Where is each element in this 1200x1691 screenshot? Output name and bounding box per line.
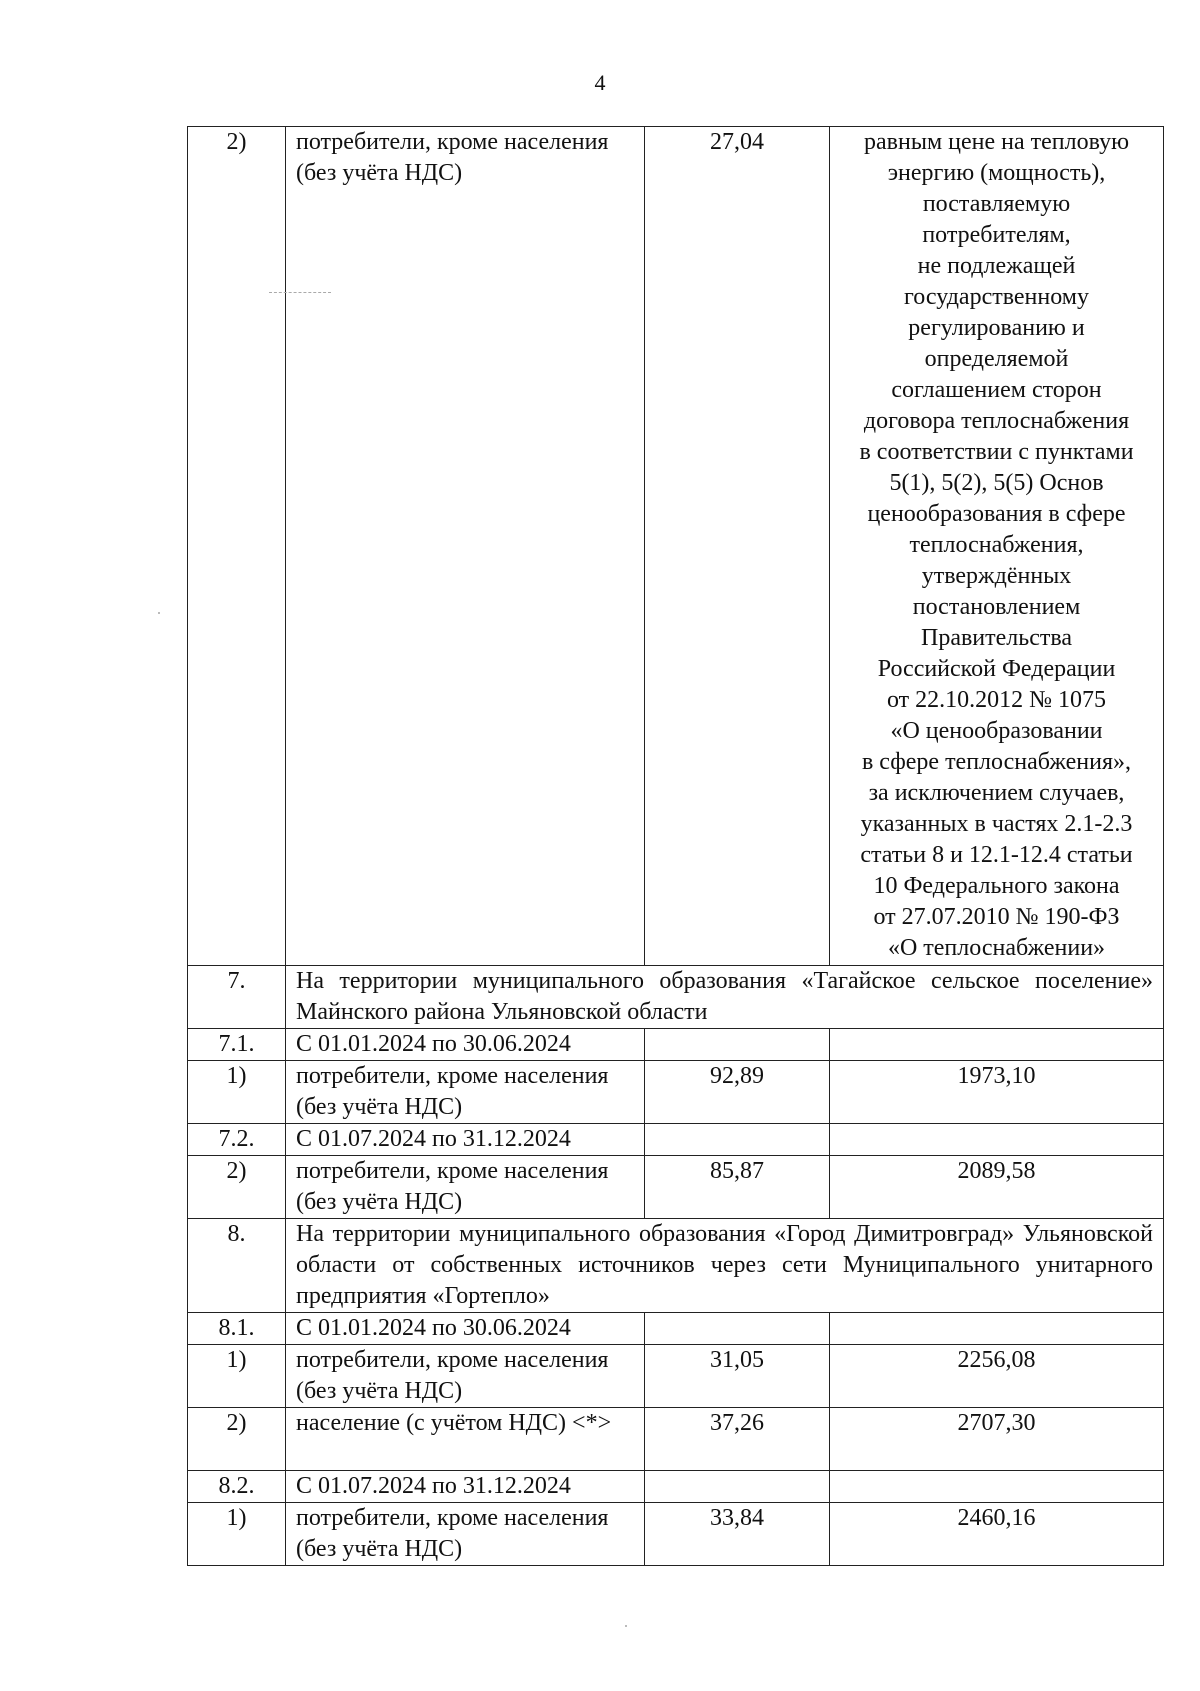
tariff-value: 92,89 [645, 1061, 830, 1124]
tariff-table [187, 126, 1164, 1566]
note-line: договора теплоснабжения [863, 408, 1130, 434]
section-number: 8. [188, 1219, 286, 1313]
note-line: «О ценообразовании [890, 718, 1103, 744]
table-row [188, 1408, 1164, 1471]
note-line: равным цене на тепловую [863, 129, 1130, 155]
empty-cell [830, 1313, 1164, 1345]
empty-cell [830, 1029, 1164, 1061]
tariff-note: 2460,16 [830, 1503, 1164, 1566]
section-row [188, 966, 1164, 1029]
period-label: С 01.01.2024 по 30.06.2024 [286, 1029, 645, 1061]
note-line: регулированию и [908, 315, 1085, 341]
note-line: за исключением случаев, [868, 780, 1125, 806]
row-number: 2) [188, 1408, 286, 1471]
note-line: энергию (мощность), [887, 160, 1106, 186]
period-label: С 01.07.2024 по 31.12.2024 [286, 1124, 645, 1156]
row-number: 2) [188, 1156, 286, 1219]
table-row [188, 1345, 1164, 1408]
tariff-note: 2256,08 [830, 1345, 1164, 1408]
period-row [188, 1471, 1164, 1503]
period-row [188, 1313, 1164, 1345]
consumer-label: потребители, кроме населения (без учёта НДС) [286, 1345, 645, 1408]
empty-cell [830, 1471, 1164, 1503]
row-number: 1) [188, 1345, 286, 1408]
table-row [188, 1503, 1164, 1566]
note-line: статьи 8 и 12.1-12.4 статьи [860, 842, 1133, 868]
tariff-value: 27,04 [645, 127, 830, 966]
note-line: в сфере теплоснабжения», [861, 749, 1132, 775]
tariff-value: 37,26 [645, 1408, 830, 1471]
note-line: «О теплоснабжении» [887, 935, 1106, 961]
period-number: 8.1. [188, 1313, 286, 1345]
note-line: поставляемую [922, 191, 1071, 217]
note-line: утверждённых [921, 563, 1072, 589]
section-row [188, 1219, 1164, 1313]
period-number: 7.1. [188, 1029, 286, 1061]
tariff-note [830, 127, 1164, 966]
row-number: 1) [188, 1061, 286, 1124]
empty-cell [830, 1124, 1164, 1156]
section-heading: На территории муниципального образования «Город Димитровград» Ульяновской области от собственных источников через сети Муниципального унитарного предприятия «Гортепло» [286, 1219, 1164, 1313]
tariff-value: 85,87 [645, 1156, 830, 1219]
consumer-label: потребители, кроме населения (без учёта НДС) [286, 1503, 645, 1566]
tariff-note: 1973,10 [830, 1061, 1164, 1124]
period-row [188, 1124, 1164, 1156]
period-number: 7.2. [188, 1124, 286, 1156]
section-number: 7. [188, 966, 286, 1029]
note-line: потребителям, [922, 222, 1071, 248]
row-number: 2) [188, 127, 286, 966]
period-label: С 01.07.2024 по 31.12.2024 [286, 1471, 645, 1503]
note-line: в соответствии с пунктами [859, 439, 1134, 465]
empty-cell [645, 1124, 830, 1156]
scan-artifact [625, 1625, 627, 1627]
consumer-label: потребители, кроме населения (без учёта НДС) [286, 1061, 645, 1124]
empty-cell [645, 1029, 830, 1061]
section-heading: На территории муниципального образования «Тагайское сельское поселение» Майнского района Ульяновской области [286, 966, 1164, 1029]
note-line: Правительства [920, 625, 1073, 651]
note-line: Российской Федерации [877, 656, 1116, 682]
scan-artifact [158, 612, 160, 614]
table-row [188, 127, 1164, 966]
empty-cell [645, 1471, 830, 1503]
empty-cell [645, 1313, 830, 1345]
note-line: теплоснабжения, [909, 532, 1084, 558]
tariff-value: 33,84 [645, 1503, 830, 1566]
tariff-note: 2089,58 [830, 1156, 1164, 1219]
consumer-label: потребители, кроме населения (без учёта НДС) [286, 127, 645, 966]
note-line: государственному [904, 284, 1089, 310]
note-line: от 22.10.2012 № 1075 [886, 687, 1107, 713]
table-row [188, 1061, 1164, 1124]
row-number: 1) [188, 1503, 286, 1566]
note-line: 10 Федерального закона [873, 873, 1120, 899]
scan-artifact [269, 292, 331, 293]
consumer-label: потребители, кроме населения (без учёта НДС) [286, 1156, 645, 1219]
note-line: указанных в частях 2.1-2.3 [860, 811, 1133, 837]
tariff-value: 31,05 [645, 1345, 830, 1408]
period-row [188, 1029, 1164, 1061]
note-line: ценообразования в сфере [867, 501, 1126, 527]
period-number: 8.2. [188, 1471, 286, 1503]
table-row [188, 1156, 1164, 1219]
note-line: соглашением сторон [891, 377, 1102, 403]
note-line: не подлежащей [917, 253, 1076, 279]
note-line: определяемой [924, 346, 1069, 372]
note-line: постановлением [912, 594, 1081, 620]
note-line: 5(1), 5(2), 5(5) Основ [889, 470, 1104, 496]
page-number: 4 [594, 70, 606, 95]
consumer-label: население (с учётом НДС) <*> [286, 1408, 645, 1471]
tariff-note: 2707,30 [830, 1408, 1164, 1471]
note-line: от 27.07.2010 № 190-ФЗ [873, 904, 1120, 930]
period-label: С 01.01.2024 по 30.06.2024 [286, 1313, 645, 1345]
